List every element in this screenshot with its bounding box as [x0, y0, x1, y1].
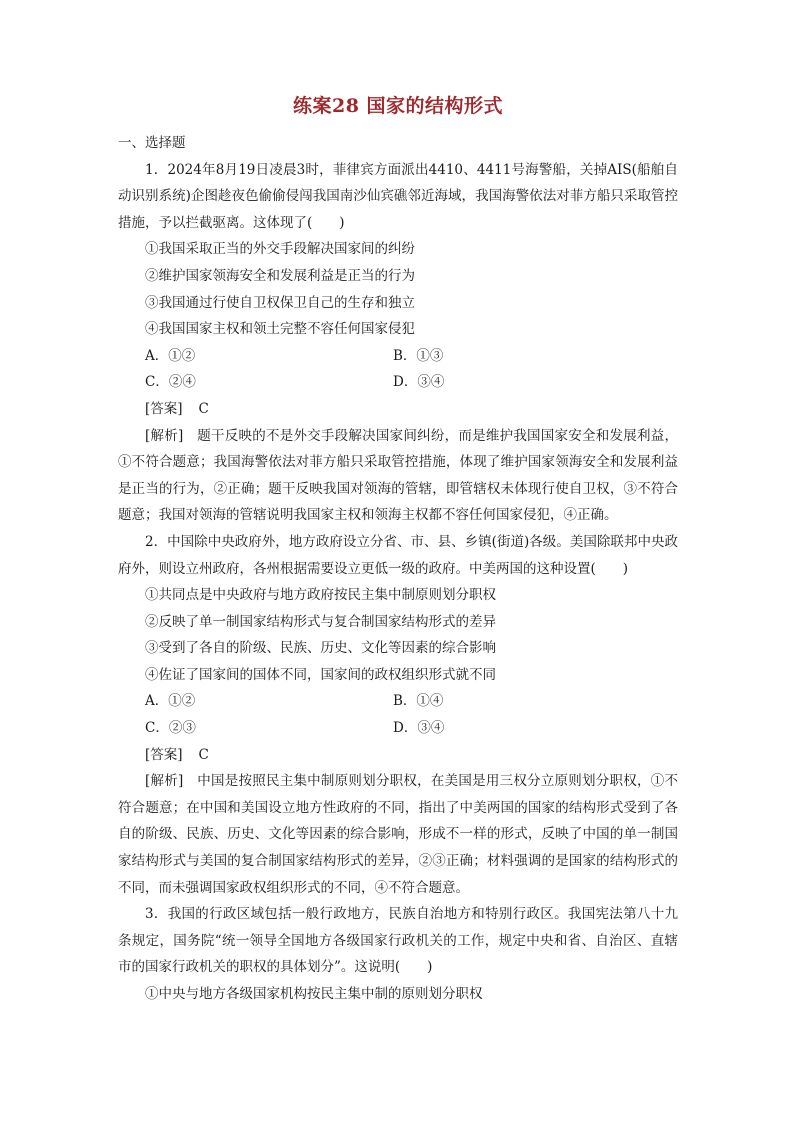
question-1-option-a: A．①② — [145, 347, 196, 364]
question-2-option-d: D．③④ — [393, 720, 445, 737]
question-3-stem: 3．我国的行政区域包括一般行政地方，民族自治地方和特别行政区。我国宪法第八十九条规定，国务院“统一领导全国地方各级国家行政机关的工作，规定中央和省、自治区、直辖市的国家行政机关的职权的具体划分”。这说明( ) — [118, 906, 678, 976]
question-2-item-4: ④佐证了国家间的国体不同，国家间的政权组织形式就不同 — [145, 666, 496, 683]
question-1-answer — [118, 396, 678, 423]
question-1-item-3: ③我国通过行使自卫权保卫自己的生存和独立 — [145, 294, 415, 311]
question-1-item-4: ④我国国家主权和领土完整不容任何国家侵犯 — [145, 321, 415, 338]
question-3 — [118, 901, 678, 1007]
question-1-option-c: C．②④ — [145, 374, 196, 391]
question-2-analysis: [解析] 中国是按照民主集中制原则划分职权，在美国是用三权分立原则划分职权，①不符合题意；在中国和美国设立地方性政府的不同，指出了中美两国的国家的结构形式受到了各自的阶级、民族、历史、文化等因素的综合影响，形成不一样的形式，反映了中国的单一制国家结构形式与美国的复合制国家结构形式的差异，②③正确；材料强调的是国家的结构形式的不同，而未强调国家政权组织形式的不同，④不符合题意。 — [118, 773, 678, 896]
question-1-analysis: [解析] 题干反映的不是外交手段解决国家间纠纷，而是维护我国国家安全和发展利益，①不符合题意；我国海警依法对菲方船只采取管控措施，体现了维护国家领海安全和发展利益是正当的行为，②正确；题干反映我国对领海的管辖，即管辖权未体现行使自卫权，③不符合题意；我国对领海的管辖说明我国家主权和领海主权都不容任何国家侵犯，④正确。 — [118, 427, 678, 524]
question-1-options — [118, 343, 678, 396]
question-2-stem: 2．中国除中央政府外，地方政府设立分省、市、县、乡镇(街道)各级。美国除联邦中央政府外，则设立州政府，各州根据需要设立更低一级的政府。中美两国的这种设置( ) — [118, 533, 678, 577]
section-heading: 一、选择题 — [118, 135, 186, 151]
question-1-stem: 1．2024年8月19日凌晨3时，菲律宾方面派出4410、4411号海警船，关掉AIS(船舶自动识别系统)企图趁夜色偷偷侵闯我国南沙仙宾礁邻近海域，我国海警依法对菲方船只采取管控措施，予以拦截驱离。这体现了( ) — [118, 161, 678, 231]
document-page — [118, 92, 678, 1008]
question-2-option-a: A．①② — [145, 693, 196, 710]
question-1-item-2: ②维护国家领海安全和发展利益是正当的行为 — [145, 267, 415, 284]
question-1-item-1: ①我国采取正当的外交手段解决国家间的纠纷 — [145, 241, 415, 258]
document-title: 练案28 国家的结构形式 — [292, 95, 504, 117]
question-1-option-b: B．①③ — [393, 347, 444, 364]
question-2-options — [118, 688, 678, 741]
question-2-option-b: B．①④ — [393, 693, 444, 710]
question-2-item-2: ②反映了单一制国家结构形式与复合制国家结构形式的差异 — [145, 613, 496, 630]
question-2-item-1: ①共同点是中央政府与地方政府按民主集中制原则划分职权 — [145, 587, 496, 604]
question-1 — [118, 157, 678, 529]
answer-tag: [答案] — [145, 400, 183, 417]
question-2-option-c: C．②③ — [145, 720, 196, 737]
question-2 — [118, 529, 678, 901]
answer-tag: [答案] — [145, 746, 183, 763]
question-2-item-3: ③受到了各自的阶级、民族、历史、文化等因素的综合影响 — [145, 640, 496, 657]
answer-value: C — [198, 400, 209, 417]
question-1-option-d: D．③④ — [393, 374, 445, 391]
answer-value: C — [198, 746, 209, 763]
question-3-item-1: ①中央与地方各级国家机构按民主集中制的原则划分职权 — [145, 986, 483, 1002]
question-2-answer — [118, 742, 678, 769]
